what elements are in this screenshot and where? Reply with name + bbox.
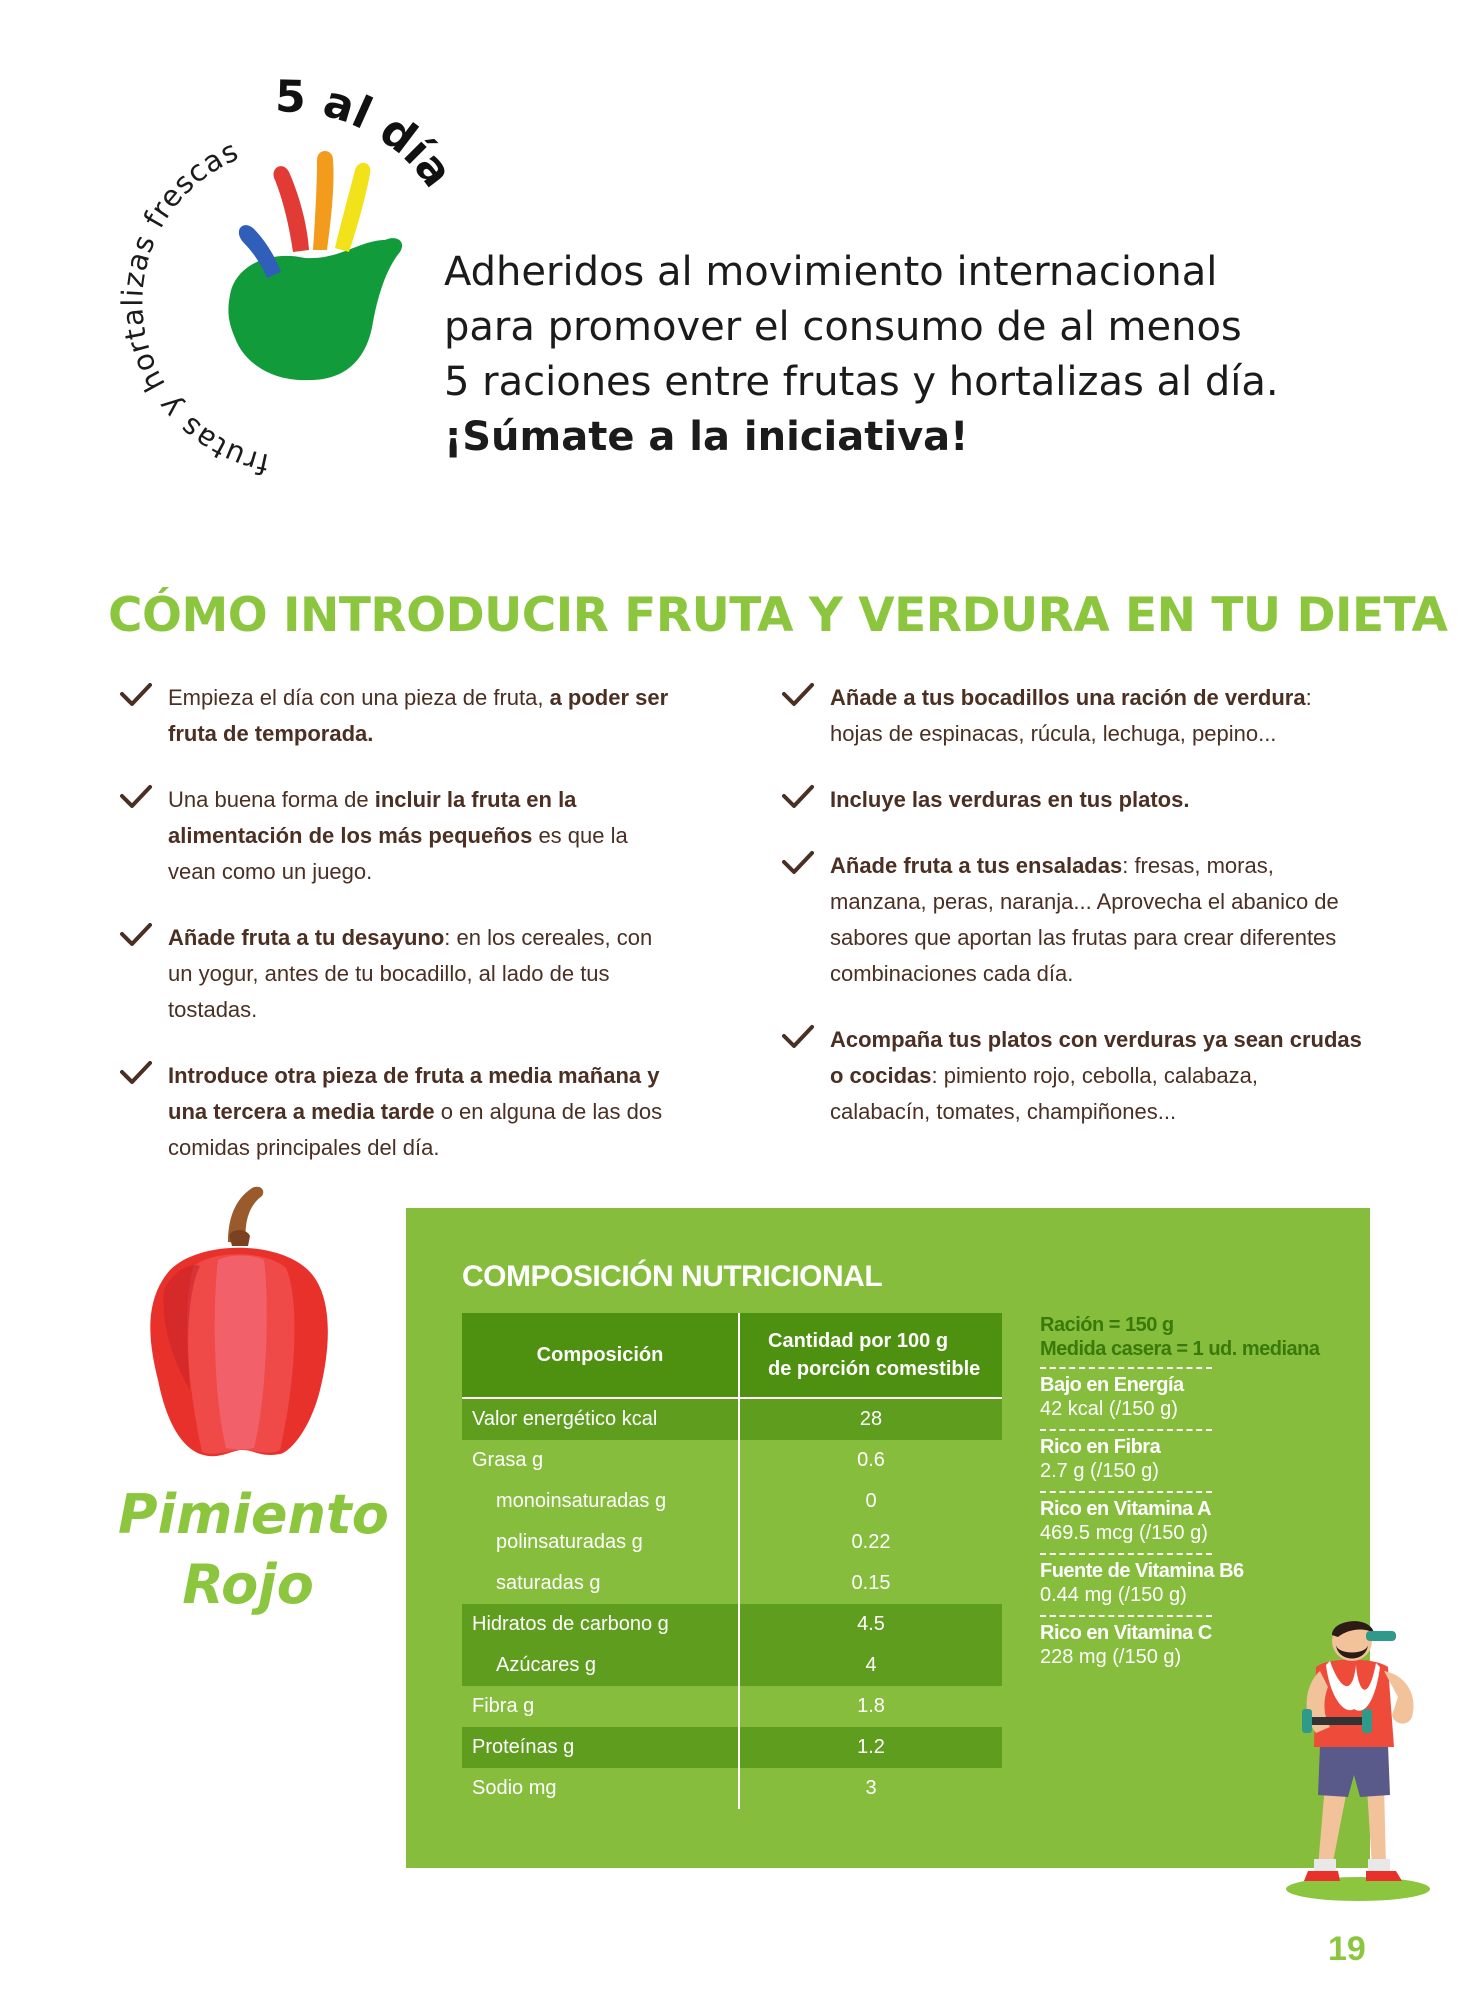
tip-item	[120, 920, 680, 1028]
claim-value: 228 mg (/150 g)	[1040, 1646, 1182, 1668]
nutrient-name: monoinsaturadas g	[462, 1481, 739, 1522]
hand-icon	[228, 151, 402, 380]
nutrient-name: polinsaturadas g	[462, 1522, 739, 1563]
nutrient-name: Grasa g	[462, 1440, 739, 1481]
divider	[1040, 1491, 1212, 1493]
nutrient-name: saturadas g	[462, 1563, 739, 1604]
nutrient-value: 0.15	[851, 1572, 891, 1594]
logo-badge-text: 5 al día	[274, 71, 463, 197]
checkmark-icon	[782, 850, 814, 878]
nutrition-row	[462, 1604, 1002, 1645]
nutrition-claim	[1040, 1621, 1220, 1669]
column-header-composition: Composición	[462, 1313, 739, 1398]
claim-title: Rico en Vitamina C	[1040, 1622, 1212, 1644]
nutrition-row	[462, 1440, 1002, 1481]
tip-text-bold: Acompaña tus platos con verduras ya sean crudas o cocidas	[830, 1027, 1362, 1088]
tip-item	[782, 782, 1362, 818]
tip-text-bold: Añade fruta a tus ensaladas	[830, 853, 1123, 878]
nutrient-value: 0.6	[857, 1449, 885, 1471]
intro-call-to-action: ¡Súmate a la iniciativa!	[444, 414, 969, 460]
claim-value: 0.44 mg (/150 g)	[1040, 1584, 1187, 1606]
nutrition-panel	[406, 1208, 1370, 1868]
claim-value: 2.7 g (/150 g)	[1040, 1460, 1159, 1482]
nutrient-name: Proteínas g	[462, 1727, 739, 1768]
red-pepper-illustration	[130, 1180, 350, 1470]
ration-size: Ración = 150 g	[1040, 1314, 1174, 1336]
nutrient-name: Hidratos de carbono g	[462, 1604, 739, 1645]
nutrient-value: 0.22	[851, 1531, 891, 1553]
tips-list-right	[782, 680, 1362, 1160]
tip-item	[120, 782, 680, 890]
claim-value: 469.5 mcg (/150 g)	[1040, 1522, 1208, 1544]
claim-value: 42 kcal (/150 g)	[1040, 1398, 1178, 1420]
nutrient-value: 28	[739, 1398, 1002, 1440]
nutrition-row	[462, 1481, 1002, 1522]
tip-text-bold: a poder ser fruta de temporada.	[168, 685, 669, 746]
nutrition-claim	[1040, 1373, 1220, 1421]
five-a-day-logo	[95, 60, 475, 480]
divider	[1040, 1615, 1212, 1617]
nutrition-row	[462, 1398, 1002, 1440]
tips-list-left	[120, 680, 680, 1196]
intro-line-2: para promover el consumo de al menos	[444, 304, 1242, 350]
nutrition-table-header	[462, 1313, 1002, 1398]
tip-text: es que la vean como un juego.	[168, 823, 628, 884]
nutrient-value: 1.8	[857, 1695, 885, 1717]
tip-item	[782, 848, 1362, 992]
tip-text: : fresas, moras, manzana, peras, naranja... Aprovecha el abanico de sabores que aportan las frutas para crear diferentes combinaciones cada día.	[830, 853, 1339, 986]
nutrition-row	[462, 1563, 1002, 1604]
divider	[1040, 1429, 1212, 1431]
nutrient-value: 4.5	[739, 1604, 1002, 1645]
household-measure: Medida casera = 1 ud. mediana	[1040, 1338, 1320, 1360]
nutrient-name: Valor energético kcal	[462, 1398, 739, 1440]
checkmark-icon	[120, 682, 152, 710]
nutrition-row	[462, 1727, 1002, 1768]
nutrition-title: COMPOSICIÓN NUTRICIONAL	[462, 1260, 883, 1293]
tip-item	[782, 1022, 1362, 1130]
tip-text: Una buena forma de	[168, 787, 375, 812]
tip-text-bold: Añade fruta a tu desayuno	[168, 925, 445, 950]
divider	[1040, 1367, 1212, 1369]
tip-text-bold: Añade a tus bocadillos una ración de verdura	[830, 685, 1306, 710]
nutrient-name: Sodio mg	[462, 1768, 739, 1809]
divider	[1040, 1553, 1212, 1555]
claim-title: Bajo en Energía	[1040, 1374, 1184, 1396]
tip-text-bold: Incluye las verduras en tus platos.	[830, 787, 1190, 812]
nutrition-row	[462, 1768, 1002, 1809]
athlete-illustration	[1268, 1605, 1443, 1905]
nutrient-name: Fibra g	[462, 1686, 739, 1727]
product-name-line-1: Pimiento	[118, 1483, 389, 1546]
nutrition-table	[462, 1313, 1002, 1809]
nutrition-row	[462, 1522, 1002, 1563]
tip-text: o en alguna de las dos comidas principales del día.	[168, 1099, 663, 1160]
nutrition-claim	[1040, 1435, 1220, 1483]
nutrient-value: 0	[865, 1490, 877, 1512]
checkmark-icon	[120, 922, 152, 950]
nutrition-claim	[1040, 1497, 1220, 1545]
column-header-quantity	[739, 1313, 1002, 1398]
column-header-quantity-line-1: Cantidad por 100 g	[768, 1330, 949, 1352]
nutrition-row	[462, 1686, 1002, 1727]
checkmark-icon	[782, 1024, 814, 1052]
section-title: CÓMO INTRODUCIR FRUTA Y VERDURA EN TU DIETA	[108, 588, 1448, 643]
checkmark-icon	[120, 784, 152, 812]
nutrient-value: 3	[865, 1777, 877, 1799]
intro-text	[444, 245, 1384, 465]
product-name	[118, 1480, 389, 1620]
checkmark-icon	[782, 784, 814, 812]
tip-text: : pimiento rojo, cebolla, calabaza, calabacín, tomates, champiñones...	[830, 1063, 1259, 1124]
nutrition-claims	[1040, 1313, 1320, 1677]
tip-item	[782, 680, 1362, 752]
intro-line-1: Adheridos al movimiento internacional	[444, 249, 1218, 295]
claim-title: Rico en Fibra	[1040, 1436, 1161, 1458]
intro-line-3: 5 raciones entre frutas y hortalizas al día.	[444, 359, 1279, 405]
nutrient-value: 4	[739, 1645, 1002, 1686]
nutrient-value: 1.2	[739, 1727, 1002, 1768]
tip-text: Empieza el día con una pieza de fruta,	[168, 685, 550, 710]
product-name-line-2: Rojo	[182, 1553, 314, 1616]
claim-title: Fuente de Vitamina B6	[1040, 1560, 1244, 1582]
page-number: 19	[1328, 1930, 1366, 1968]
checkmark-icon	[782, 682, 814, 710]
nutrient-name: Azúcares g	[462, 1645, 739, 1686]
tip-item	[120, 1058, 680, 1166]
tip-text: : en los cereales, con un yogur, antes de tu bocadillo, al lado de tus tostadas.	[168, 925, 653, 1022]
tip-text-bold: incluir la fruta en la alimentación de los más pequeños	[168, 787, 577, 848]
checkmark-icon	[120, 1060, 152, 1088]
nutrition-row	[462, 1645, 1002, 1686]
logo-arc-text: frutas y hortalizas frescas	[115, 133, 272, 480]
claim-title: Rico en Vitamina A	[1040, 1498, 1212, 1520]
nutrition-claim	[1040, 1559, 1244, 1607]
column-header-quantity-line-2: de porción comestible	[768, 1358, 981, 1380]
tip-text: : hojas de espinacas, rúcula, lechuga, pepino...	[830, 685, 1312, 746]
tip-text-bold: Introduce otra pieza de fruta a media mañana y una tercera a media tarde	[168, 1063, 660, 1124]
tip-item	[120, 680, 680, 752]
